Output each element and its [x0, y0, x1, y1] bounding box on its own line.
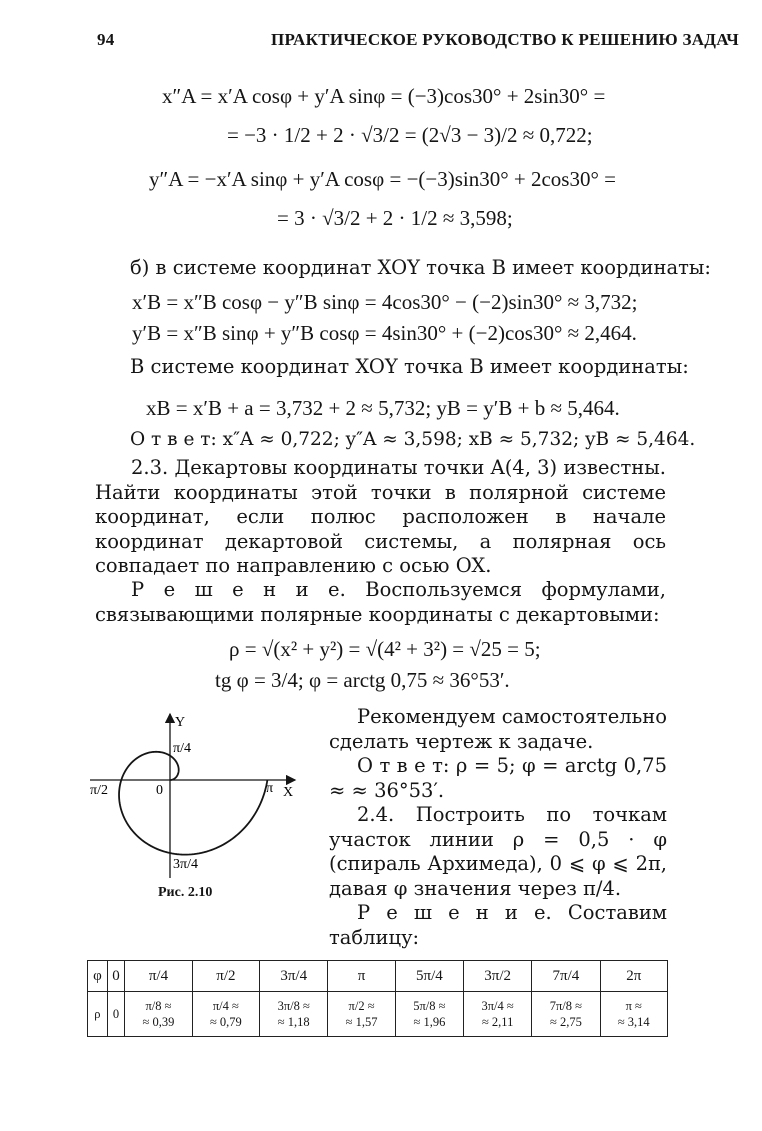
table-cell: 7π/4: [532, 961, 600, 992]
equation-ya-line2: = 3 · √3/2 + 2 · 1/2 ≈ 3,598;: [277, 206, 513, 230]
label-3pi-over-4: 3π/4: [173, 857, 198, 872]
table-row-rho: [88, 992, 668, 1037]
cell-top: 7π/8 ≈: [549, 999, 583, 1013]
cell-top: π/8 ≈: [145, 999, 172, 1013]
label-y: Y: [175, 715, 186, 730]
equation-xb-prime: x′B = x″B cosφ − y″B sinφ = 4cos30° − (−2)sin30° ≈ 3,732;: [132, 290, 638, 314]
table-cell: [328, 992, 395, 1037]
cell-bottom: ≈ 3,14: [617, 1015, 650, 1029]
rho-equation: ρ = √(x² + y²) = √(4² + 3²) = √25 = 5;: [229, 637, 541, 661]
cell-top: 5π/8 ≈: [413, 999, 446, 1013]
cell-bottom: ≈ 1,57: [345, 1015, 378, 1029]
spiral-curve: [119, 752, 267, 855]
running-title: ПРАКТИЧЕСКОЕ РУКОВОДСТВО К РЕШЕНИЮ ЗАДАЧ: [271, 30, 740, 49]
equation-ya-line1: y″A = −x′A sinφ + y′A cosφ = −(−3)sin30° + 2cos30° =: [149, 167, 616, 191]
table-cell: [125, 992, 192, 1037]
table-cell: 3π/2: [464, 961, 532, 992]
equation-xb-final: xB = x′B + a = 3,732 + 2 ≈ 5,732; yB = y′B + b ≈ 5,464.: [146, 396, 620, 420]
table-cell: [260, 992, 328, 1037]
cell-bottom: ≈ 1,96: [413, 1015, 446, 1029]
table-cell: [600, 992, 667, 1037]
cell-bottom: ≈ 2,11: [481, 1015, 514, 1029]
table-cell: 3π/4: [260, 961, 328, 992]
table-cell: π/4: [125, 961, 192, 992]
table-cell: 2π: [600, 961, 667, 992]
table-cell: [395, 992, 463, 1037]
page-number: 94: [97, 30, 115, 49]
label-pi-over-4: π/4: [173, 741, 191, 756]
table-cell: [107, 992, 124, 1037]
figure-caption: Рис. 2.10: [158, 885, 213, 900]
problem-2-3-statement: 2.3. Декартовы координаты точки A(4, 3) известны. Найти координаты этой точки в полярной системе координат, если полюс расположен в начале координат декартовой системы, а полярная ось совпадает по направлению с осью OX.: [95, 456, 666, 577]
table-cell: [192, 992, 259, 1037]
equation-xa-line1: x″A = x′A cosφ + y′A sinφ = (−3)cos30° + 2sin30° =: [162, 84, 606, 108]
cell-bottom: ≈ 1,18: [277, 1015, 310, 1029]
label-x: X: [283, 785, 294, 800]
answer-2-2: О т в е т: x″A ≈ 0,722; y″A ≈ 3,598; xB ≈ 5,732; yB ≈ 5,464.: [130, 429, 696, 450]
cell-bottom: ≈ 0,39: [142, 1015, 175, 1029]
table-cell: π: [328, 961, 395, 992]
answer-2-3: О т в е т: ρ = 5; φ = arctg 0,75 ≈ ≈ 36°53′.: [329, 754, 667, 802]
cell-top: 3π/8 ≈: [277, 999, 310, 1013]
cell-top: π/2 ≈: [348, 999, 375, 1013]
table-cell: 5π/4: [395, 961, 463, 992]
cell-top: π/4 ≈: [212, 999, 239, 1013]
table-cell: ρ: [88, 992, 108, 1037]
figure-archimedes-spiral: [90, 708, 315, 888]
label-origin: 0: [156, 783, 163, 798]
table-cell: 0: [107, 961, 124, 992]
part-b-intro-2: В системе координат XOY точка B имеет координаты:: [130, 355, 689, 378]
cell-bottom: ≈ 2,75: [549, 1015, 582, 1029]
cell-top: π ≈: [625, 999, 642, 1013]
label-pi-over-2: π/2: [90, 783, 108, 798]
recommendation-text: Рекомендуем самостоятельно сделать чертеж к задаче.: [329, 705, 667, 753]
equation-xa-line2: = −3 · 1/2 + 2 · √3/2 = (2√3 − 3)/2 ≈ 0,722;: [227, 123, 593, 147]
table-cell: [532, 992, 600, 1037]
cell-top: 3π/4 ≈: [481, 999, 514, 1013]
cell-bottom: ≈ 0,79: [209, 1015, 242, 1029]
table-cell: [464, 992, 532, 1037]
part-b-intro: б) в системе координат XOY точка B имеет координаты:: [130, 256, 712, 279]
spiral-values-table: [87, 960, 668, 1037]
problem-2-4-statement: 2.4. Построить по точкам участок линии ρ = 0,5 · φ (спираль Архимеда), 0 ⩽ φ ⩽ 2π, давая φ значения через π/4.: [329, 803, 667, 900]
table-row-phi: [88, 961, 668, 992]
problem-2-4-solution-intro: Р е ш е н и е. Составим таблицу:: [329, 901, 667, 949]
table-cell: φ: [88, 961, 108, 992]
problem-2-3-solution-intro: Р е ш е н и е. Воспользуемся формулами, связывающими полярные координаты с декартовыми:: [95, 578, 666, 626]
phi-equation: tg φ = 3/4; φ = arctg 0,75 ≈ 36°53′.: [215, 668, 510, 692]
equation-yb-prime: y′B = x″B sinφ + y″B cosφ = 4sin30° + (−2)cos30° ≈ 2,464.: [132, 321, 637, 345]
label-pi: π: [266, 781, 274, 796]
cell-top: 0: [112, 1007, 120, 1021]
table-cell: π/2: [192, 961, 259, 992]
